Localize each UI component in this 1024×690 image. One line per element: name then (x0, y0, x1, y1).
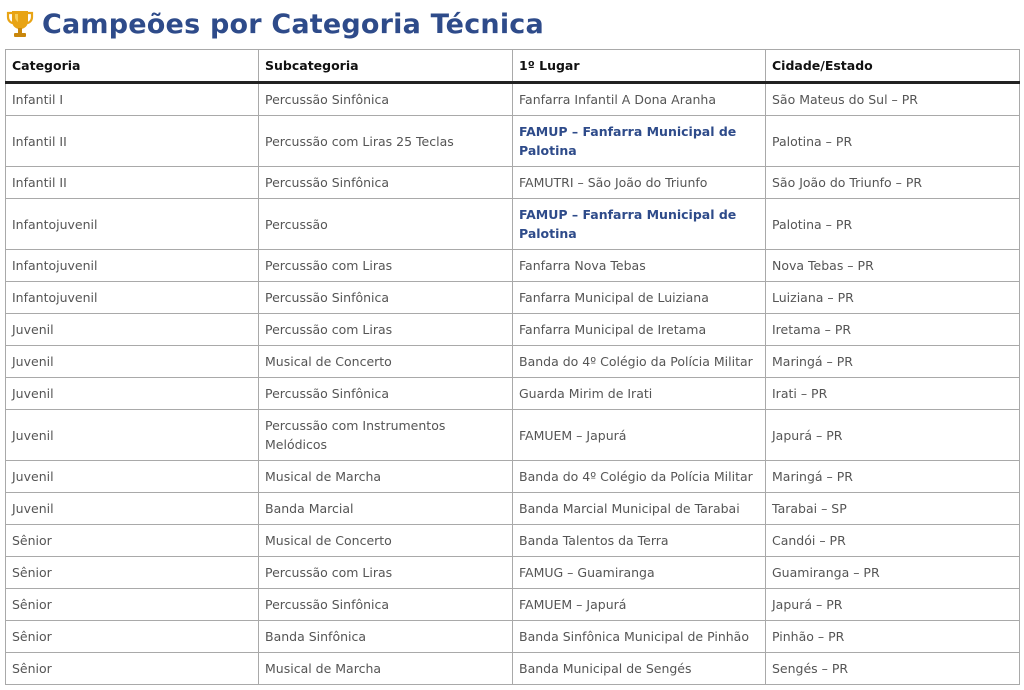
table-row (6, 557, 1020, 589)
cell-cidade-estado: Maringá – PR (766, 461, 1020, 493)
cell-cidade-estado: Guamiranga – PR (766, 557, 1020, 589)
cell-subcategoria: Percussão com Liras (259, 557, 513, 589)
cell-subcategoria: Percussão com Liras 25 Teclas (259, 116, 513, 167)
cell-primeiro-lugar: Banda do 4º Colégio da Polícia Militar (513, 346, 766, 378)
cell-cidade-estado: Palotina – PR (766, 199, 1020, 250)
cell-primeiro-lugar: Fanfarra Infantil A Dona Aranha (513, 83, 766, 116)
cell-categoria: Juvenil (6, 410, 259, 461)
cell-cidade-estado: São João do Triunfo – PR (766, 167, 1020, 199)
cell-subcategoria: Percussão Sinfônica (259, 589, 513, 621)
cell-categoria: Infantojuvenil (6, 199, 259, 250)
cell-subcategoria: Musical de Concerto (259, 525, 513, 557)
cell-cidade-estado: Maringá – PR (766, 346, 1020, 378)
cell-subcategoria: Musical de Marcha (259, 653, 513, 685)
cell-categoria: Juvenil (6, 461, 259, 493)
cell-categoria: Juvenil (6, 493, 259, 525)
column-header-primeiro-lugar: 1º Lugar (513, 50, 766, 83)
cell-primeiro-lugar: Banda Sinfônica Municipal de Pinhão (513, 621, 766, 653)
cell-cidade-estado: Palotina – PR (766, 116, 1020, 167)
cell-cidade-estado: Sengés – PR (766, 653, 1020, 685)
cell-subcategoria: Percussão Sinfônica (259, 83, 513, 116)
cell-categoria: Juvenil (6, 314, 259, 346)
cell-subcategoria: Percussão Sinfônica (259, 282, 513, 314)
cell-subcategoria: Percussão (259, 199, 513, 250)
cell-subcategoria: Percussão Sinfônica (259, 167, 513, 199)
cell-cidade-estado: São Mateus do Sul – PR (766, 83, 1020, 116)
cell-cidade-estado: Japurá – PR (766, 410, 1020, 461)
cell-cidade-estado: Luiziana – PR (766, 282, 1020, 314)
cell-primeiro-lugar: Fanfarra Municipal de Iretama (513, 314, 766, 346)
table-row (6, 525, 1020, 557)
cell-primeiro-lugar: FAMUEM – Japurá (513, 589, 766, 621)
cell-subcategoria: Percussão com Liras (259, 314, 513, 346)
table-row (6, 346, 1020, 378)
cell-primeiro-lugar: FAMUEM – Japurá (513, 410, 766, 461)
cell-categoria: Infantojuvenil (6, 282, 259, 314)
cell-primeiro-lugar: Banda Municipal de Sengés (513, 653, 766, 685)
cell-primeiro-lugar: FAMUG – Guamiranga (513, 557, 766, 589)
table-row (6, 250, 1020, 282)
table-row (6, 493, 1020, 525)
cell-categoria: Sênior (6, 653, 259, 685)
cell-primeiro-lugar: Fanfarra Nova Tebas (513, 250, 766, 282)
cell-subcategoria: Percussão com Liras (259, 250, 513, 282)
column-header-subcategoria: Subcategoria (259, 50, 513, 83)
cell-categoria: Infantojuvenil (6, 250, 259, 282)
table-row (6, 167, 1020, 199)
cell-subcategoria: Percussão Sinfônica (259, 378, 513, 410)
cell-subcategoria: Banda Sinfônica (259, 621, 513, 653)
column-header-cidade-estado: Cidade/Estado (766, 50, 1020, 83)
cell-primeiro-lugar: Banda do 4º Colégio da Polícia Militar (513, 461, 766, 493)
cell-primeiro-lugar: Banda Talentos da Terra (513, 525, 766, 557)
table-row (6, 653, 1020, 685)
cell-primeiro-lugar: Guarda Mirim de Irati (513, 378, 766, 410)
cell-cidade-estado: Tarabai – SP (766, 493, 1020, 525)
table-row (6, 314, 1020, 346)
cell-categoria: Infantil II (6, 167, 259, 199)
cell-categoria: Sênior (6, 525, 259, 557)
table-row (6, 378, 1020, 410)
cell-categoria: Juvenil (6, 378, 259, 410)
cell-subcategoria: Musical de Concerto (259, 346, 513, 378)
cell-primeiro-lugar: FAMUTRI – São João do Triunfo (513, 167, 766, 199)
table-row (6, 461, 1020, 493)
header-row (6, 50, 1020, 83)
table-row (6, 410, 1020, 461)
cell-categoria: Sênior (6, 589, 259, 621)
page-title: Campeões por Categoria Técnica (42, 8, 544, 40)
table-row (6, 83, 1020, 116)
cell-cidade-estado: Irati – PR (766, 378, 1020, 410)
cell-cidade-estado: Japurá – PR (766, 589, 1020, 621)
cell-primeiro-lugar: FAMUP – Fanfarra Municipal de Palotina (513, 116, 766, 167)
cell-categoria: Infantil I (6, 83, 259, 116)
cell-cidade-estado: Iretama – PR (766, 314, 1020, 346)
page-heading (6, 4, 544, 44)
cell-cidade-estado: Pinhão – PR (766, 621, 1020, 653)
cell-cidade-estado: Nova Tebas – PR (766, 250, 1020, 282)
table-row (6, 589, 1020, 621)
cell-categoria: Sênior (6, 621, 259, 653)
cell-primeiro-lugar: Banda Marcial Municipal de Tarabai (513, 493, 766, 525)
cell-categoria: Juvenil (6, 346, 259, 378)
table-row (6, 282, 1020, 314)
table-row (6, 621, 1020, 653)
cell-cidade-estado: Candói – PR (766, 525, 1020, 557)
table-row (6, 116, 1020, 167)
table-header (6, 50, 1020, 83)
cell-primeiro-lugar: FAMUP – Fanfarra Municipal de Palotina (513, 199, 766, 250)
cell-categoria: Sênior (6, 557, 259, 589)
column-header-categoria: Categoria (6, 50, 259, 83)
table-body (6, 83, 1020, 685)
cell-primeiro-lugar: Fanfarra Municipal de Luiziana (513, 282, 766, 314)
cell-subcategoria: Percussão com Instrumentos Melódicos (259, 410, 513, 461)
trophy-icon (6, 9, 34, 39)
champions-table (5, 49, 1020, 685)
cell-subcategoria: Banda Marcial (259, 493, 513, 525)
cell-categoria: Infantil II (6, 116, 259, 167)
table-row (6, 199, 1020, 250)
cell-subcategoria: Musical de Marcha (259, 461, 513, 493)
